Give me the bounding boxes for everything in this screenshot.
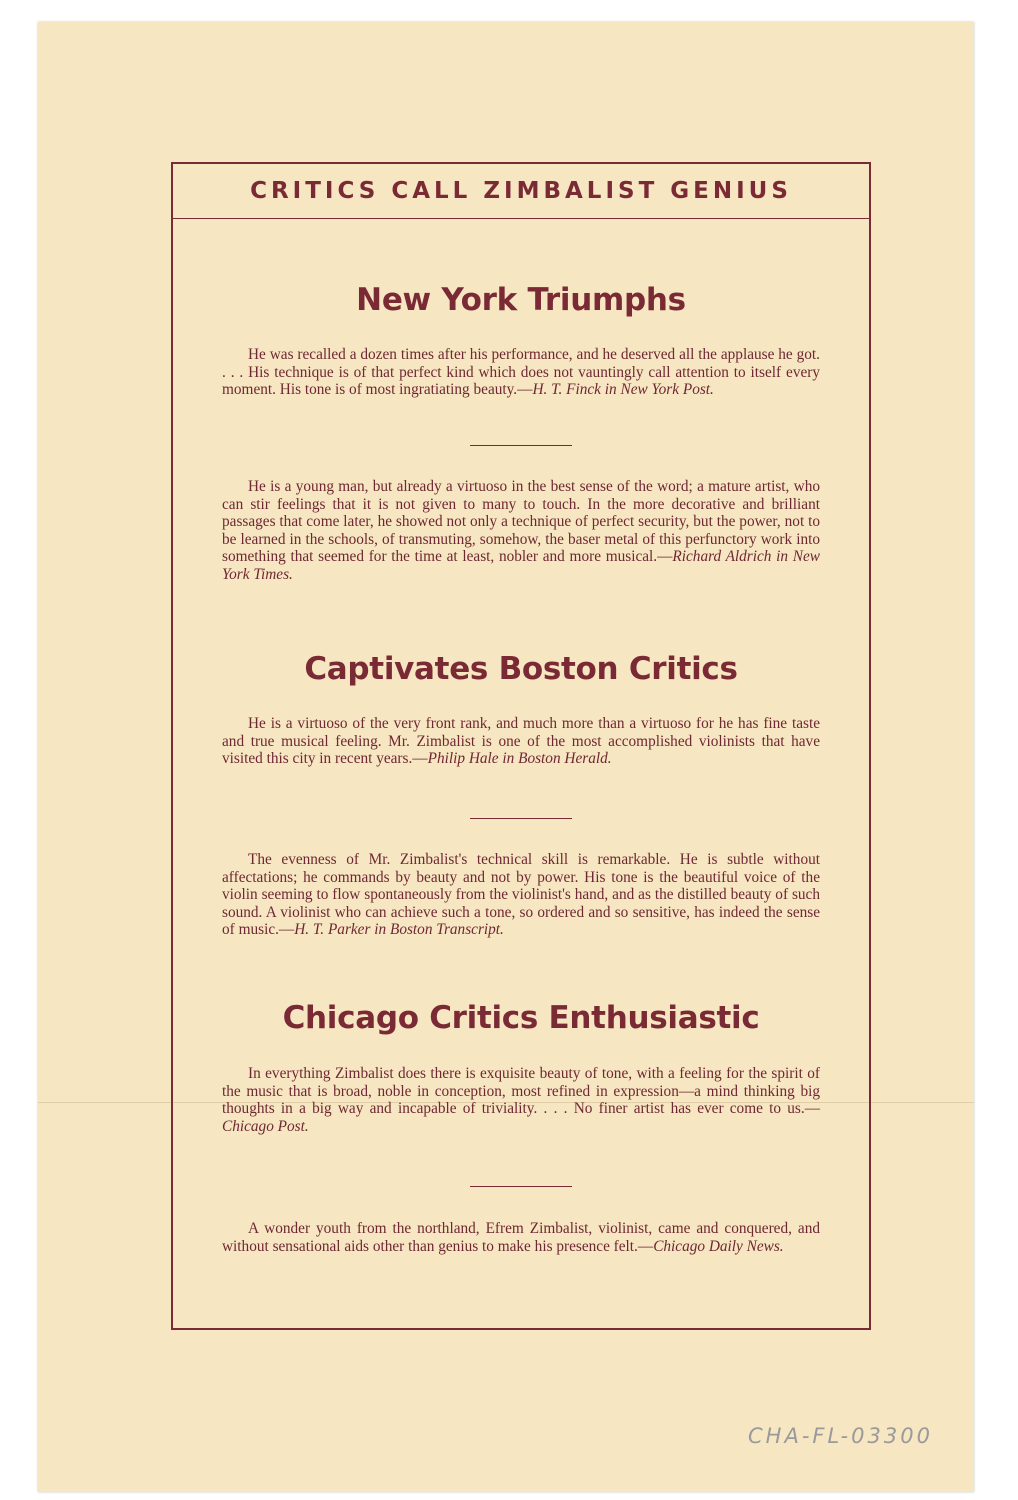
divider-rule	[470, 445, 572, 446]
quote-parker	[222, 851, 820, 939]
heading-boston: Captivates Boston Critics	[304, 651, 738, 687]
quote-hale	[222, 715, 820, 768]
divider-rule	[470, 818, 572, 819]
quote-source: H. T. Finck in New York Post.	[532, 381, 714, 399]
quote-source: Richard Aldrich in New York Times.	[222, 548, 820, 583]
quote-text: A wonder youth from the northland, Efrem Zimbalist, violinist, came and conquered, and without sensational aids other than genius to make his presence felt.—	[222, 1220, 820, 1255]
quote-text: He is a young man, but already a virtuoso in the best sense of the word; a mature artist, who can stir feelings that it is not given to many to touch. In the more decorative and brilliant passages that come later, he showed not only a technique of perfect security, but the power, not to be learned in the schools, of transmuting, somehow, the baser metal of this perfunctory work into something that seemed for the time at least, nobler and more musical.—	[222, 478, 820, 566]
quote-aldrich	[222, 478, 820, 584]
quote-finck	[222, 346, 820, 399]
quote-text: He was recalled a dozen times after his performance, and he deserved all the applause he got. . . . His technique is of that perfect kind which does not vauntingly call attention to itself every moment. His tone is of most ingratiating beauty.—	[222, 346, 820, 399]
divider-rule	[470, 1186, 572, 1187]
quote-text: In everything Zimbalist does there is exquisite beauty of tone, with a feeling for the spirit of the music that is broad, noble in conception, most refined in expression—a mind thinking big thoughts in a big way and incapable of triviality. . . . No finer artist has ever come to us.—	[222, 1065, 820, 1118]
quote-text: The evenness of Mr. Zimbalist's technical skill is remarkable. He is subtle without affectations; he commands by beauty and not by power. His tone is the beautiful voice of the violin seeming to flow spontaneously from the violinist's hand, and as the distilled beauty of such sound. A violinist who can achieve such a tone, so ordered and so sensitive, has indeed the sense of music.—	[222, 851, 820, 939]
heading-new-york: New York Triumphs	[356, 282, 686, 318]
quote-source: H. T. Parker in Boston Transcript.	[294, 921, 504, 939]
catalog-number: CHA-FL-03300	[748, 1424, 933, 1448]
quote-source: Chicago Post.	[222, 1117, 309, 1135]
quote-chicago-post	[222, 1065, 820, 1135]
quote-source: Chicago Daily News.	[653, 1237, 784, 1255]
quote-source: Philip Hale in Boston Herald.	[427, 750, 612, 768]
masthead: CRITICS CALL ZIMBALIST GENIUS	[173, 164, 869, 219]
quote-text: He is a virtuoso of the very front rank, and much more than a virtuoso for he has fine taste and true musical feeling. Mr. Zimbalist is one of the most accomplished violinists that have visited this city in recent years.—	[222, 715, 820, 768]
content-frame	[171, 162, 871, 1330]
quote-daily-news	[222, 1220, 820, 1255]
flyer-sheet	[38, 22, 974, 1492]
heading-chicago: Chicago Critics Enthusiastic	[282, 1000, 760, 1036]
